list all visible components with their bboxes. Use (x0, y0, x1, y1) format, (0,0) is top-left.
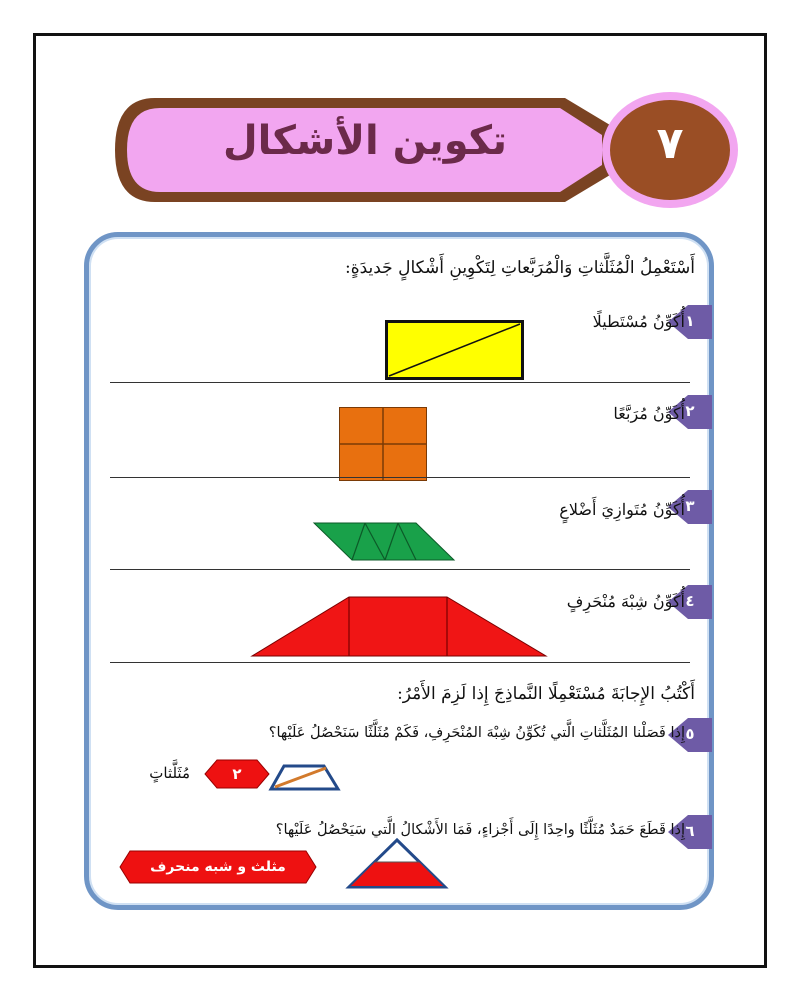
item-label-2: أُكَوِّنُ مُرَبَّعًا (613, 404, 685, 423)
square-shape (339, 407, 429, 483)
item-label-3: أُكَوِّنُ مُتَوازِيَ أَضْلاعٍ (559, 500, 685, 519)
lesson-number: ٧ (656, 118, 684, 169)
divider-4 (110, 662, 690, 663)
divider-3 (110, 569, 690, 570)
instruction-text: أَسْتَعْمِلُ الْمُثَلَّثاتِ وَالْمُرَبَّعاتِ لِتَكْوِينِ أَشْكالٍ جَديدَةٍ: (344, 258, 695, 278)
parallelogram-shape (313, 522, 458, 562)
trapezoid-shape (251, 596, 551, 658)
item-number-2: ٢ (685, 402, 695, 420)
divider-1 (110, 382, 690, 383)
answer-value-5: ٢ (232, 765, 242, 783)
answer-unit-5: مُثَلَّثاتٍ (149, 764, 190, 782)
item-number-3: ٣ (685, 497, 695, 515)
item-number-1: ١ (685, 312, 695, 330)
answer-text-6: مثلث و شبه منحرف (150, 859, 286, 875)
trapezoid-sketch-icon (270, 765, 340, 791)
question-number-6: ٦ (685, 822, 695, 840)
question-text-5: إِذا فَصَلْنا المُثَلَّثاتِ الَّتي تُكَوِّنُ شِبْهَ المُنْحَرِفِ، فَكَمْ مُثَلَّثًا سَنَحْصُلُ عَلَيْها؟ (268, 725, 685, 741)
item-number-4: ٤ (685, 592, 695, 610)
item-label-1: أُكَوِّنُ مُسْتَطيلًا (592, 312, 685, 331)
question-number-5: ٥ (685, 725, 695, 743)
item-label-4: أُكَوِّنُ شِبْهَ مُنْحَرِفٍ (566, 592, 685, 611)
page-title: تكوين الأشكال (222, 118, 508, 164)
divider-2 (110, 477, 690, 478)
rectangle-shape (385, 320, 525, 380)
cut-triangle-icon (347, 838, 447, 890)
question-text-6: إِذا قَطَعَ حَمَدٌ مُثَلَّثًا واحِدًا إِلَى أَجْزاءٍ، فَمَا الأَشْكالُ الَّتي سَيَحْصُلُ عَلَيْها؟ (275, 822, 685, 838)
section2-instruction: أَكْتُبُ الإِجابَةَ مُسْتَعْمِلًا النَّماذِجَ إِذا لَزِمَ الأَمْرُ: (397, 684, 695, 704)
